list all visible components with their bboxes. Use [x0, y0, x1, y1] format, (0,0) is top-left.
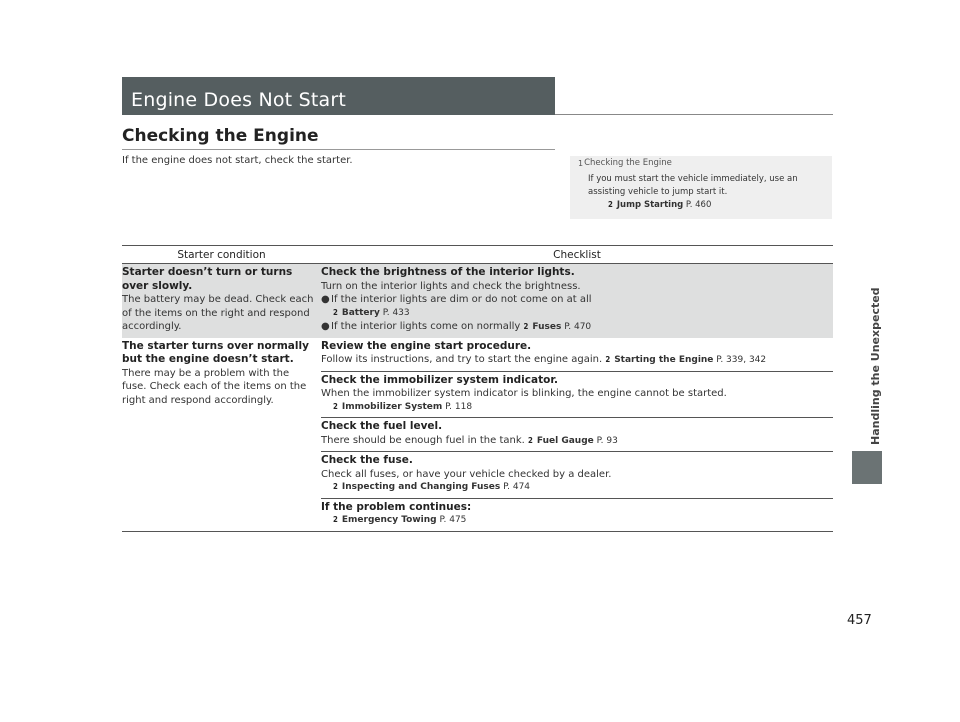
- ref-page: P. 118: [445, 401, 473, 412]
- bullet-reference[interactable]: [524, 322, 592, 332]
- note-body: [588, 173, 824, 212]
- note-heading-text: Checking the Engine: [584, 158, 672, 168]
- bullet-text: If the interior lights come on normally: [331, 321, 521, 332]
- bullet-icon: ●: [321, 294, 330, 305]
- checklist-reference[interactable]: [333, 514, 833, 528]
- side-tab-label: Handling the Unexpected: [869, 287, 882, 445]
- table-row: [122, 338, 833, 372]
- section-title: Checking the Engine: [122, 126, 319, 146]
- checklist-reference[interactable]: [333, 401, 833, 415]
- note-heading: [578, 158, 824, 168]
- checklist-title: Check the fuse.: [321, 454, 413, 466]
- bullet-text: If the interior lights are dim or do not come on at all: [331, 294, 592, 305]
- checklist-text: Turn on the interior lights and check the brightness.: [321, 280, 581, 292]
- reference-arrow-icon: 2: [333, 308, 338, 317]
- note-icon: 1: [578, 158, 584, 168]
- ref-page: P. 474: [503, 482, 531, 492]
- note-reference[interactable]: [608, 199, 824, 212]
- checklist-text: When the immobilizer system indicator is blinking, the engine cannot be started.: [321, 388, 727, 399]
- condition-text: The battery may be dead. Check each of the items on the right and respond accordingly.: [122, 294, 314, 332]
- header-checklist: Checklist: [321, 246, 833, 264]
- checklist-title: Check the brightness of the interior lights.: [321, 266, 575, 278]
- note-box: [570, 156, 832, 219]
- note-ref-label: Jump Starting: [616, 200, 684, 210]
- ref-label: Battery: [341, 307, 380, 318]
- starter-checklist-table: [122, 245, 833, 532]
- condition-title: The starter turns over normally but the engine doesn’t start.: [122, 339, 309, 365]
- note-ref-page: P. 460: [685, 200, 712, 210]
- checklist-reference[interactable]: [333, 481, 833, 495]
- bullet-reference[interactable]: [333, 307, 833, 321]
- chapter-title-bar: [122, 77, 555, 115]
- ref-page: P. 93: [596, 435, 618, 446]
- bullet-item: [321, 320, 833, 335]
- checklist-text: Check all fuses, or have your vehicle checked by a dealer.: [321, 468, 612, 480]
- table-header-row: [122, 246, 833, 264]
- checklist-cell: [321, 418, 833, 452]
- ref-label: Inspecting and Changing Fuses: [341, 482, 501, 492]
- reference-arrow-icon: 2: [333, 482, 338, 492]
- reference-arrow-icon: 2: [523, 322, 529, 332]
- chapter-title: Engine Does Not Start: [131, 89, 346, 111]
- checklist-text: There should be enough fuel in the tank. 2 Fuel Gauge P. 93: [321, 434, 833, 449]
- title-rule: [555, 114, 833, 115]
- ref-label: Starting the Engine: [614, 355, 714, 365]
- condition-cell: [122, 338, 321, 532]
- checklist-cell: [321, 264, 833, 338]
- ref-label: Fuel Gauge: [536, 435, 594, 446]
- checklist-title: Check the immobilizer system indicator.: [321, 373, 558, 386]
- condition-title: Starter doesn’t turn or turns over slowly.: [122, 266, 293, 292]
- header-starter-condition: Starter condition: [122, 246, 321, 264]
- reference-arrow-icon: 2: [528, 436, 533, 445]
- checklist-title: Check the fuel level.: [321, 420, 443, 432]
- reference-arrow-icon: 2: [333, 515, 338, 525]
- table-row: [122, 264, 833, 338]
- checklist-title: Review the engine start procedure.: [321, 339, 532, 352]
- checklist-reference[interactable]: [528, 436, 618, 446]
- ref-page: P. 475: [439, 515, 467, 525]
- ref-label: Immobilizer System: [341, 401, 443, 412]
- note-body-text: If you must start the vehicle immediately, use an assisting vehicle to jump start it.: [588, 174, 798, 197]
- bullet-item: [321, 293, 833, 307]
- checklist-cell: [321, 371, 833, 418]
- page-number: 457: [847, 613, 872, 628]
- ref-page: P. 339, 342: [716, 355, 767, 365]
- checklist-title: If the problem continues:: [321, 500, 472, 513]
- ref-page: P. 470: [564, 322, 592, 332]
- checklist-cell: [321, 452, 833, 499]
- reference-arrow-icon: 2: [333, 402, 338, 411]
- ref-label: Fuses: [532, 322, 562, 332]
- checklist-text: Follow its instructions, and try to start the engine again. 2 Starting the Engine P. 339, 342: [321, 353, 833, 368]
- checklist-cell: [321, 498, 833, 531]
- intro-text: If the engine does not start, check the starter.: [122, 155, 353, 166]
- section-rule: [122, 149, 555, 150]
- checklist-cell: [321, 338, 833, 372]
- ref-label: Emergency Towing: [341, 515, 437, 525]
- condition-cell: [122, 264, 321, 338]
- condition-text: There may be a problem with the fuse. Check each of the items on the right and respond accordingly.: [122, 367, 307, 406]
- reference-arrow-icon: 2: [605, 355, 611, 365]
- bullet-icon: ●: [321, 321, 330, 332]
- side-tab-block: [852, 451, 882, 484]
- reference-arrow-icon: 2: [608, 200, 613, 210]
- checklist-reference[interactable]: [605, 355, 766, 365]
- ref-page: P. 433: [382, 307, 410, 318]
